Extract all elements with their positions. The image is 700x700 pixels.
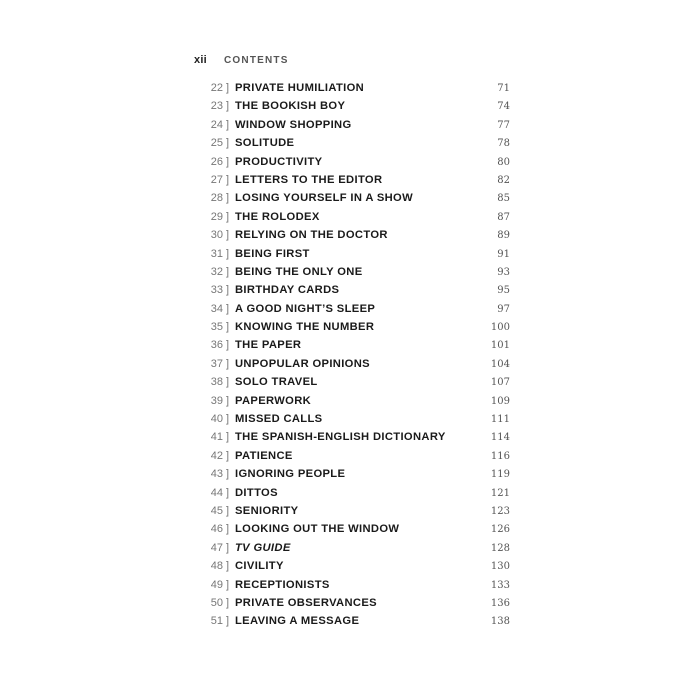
- chapter-title: LEAVING A MESSAGE: [235, 615, 360, 628]
- chapter-bracket: ]: [226, 100, 230, 113]
- page-folio: xii: [194, 54, 207, 66]
- chapter-number: 35: [210, 321, 223, 334]
- page-number: 114: [490, 432, 510, 444]
- page-number: 136: [490, 597, 510, 609]
- chapter-number: 25: [210, 137, 223, 150]
- chapter-number: 31: [210, 247, 223, 260]
- toc-entry: [194, 576, 510, 594]
- chapter-number: 30: [210, 229, 223, 242]
- chapter-bracket: ]: [226, 541, 230, 554]
- chapter-bracket: ]: [226, 449, 230, 462]
- chapter-title: TV GUIDE: [235, 541, 291, 554]
- toc-entry: [194, 263, 510, 281]
- chapter-number: 51: [210, 615, 223, 628]
- running-head: [194, 54, 289, 68]
- chapter-title: LOSING YOURSELF IN A SHOW: [235, 192, 414, 205]
- page-number: 71: [497, 83, 510, 94]
- chapter-bracket: ]: [226, 431, 230, 444]
- chapter-title: SENIORITY: [235, 504, 299, 517]
- chapter-number: 26: [210, 155, 223, 168]
- toc-entry: [194, 226, 510, 244]
- toc-entry: [194, 410, 510, 428]
- chapter-number: 50: [210, 596, 223, 609]
- page-number: 116: [490, 450, 510, 462]
- chapter-bracket: ]: [226, 394, 230, 407]
- chapter-bracket: ]: [226, 413, 230, 426]
- page-number: 80: [497, 156, 510, 168]
- page-number: 74: [497, 101, 510, 113]
- toc-entry: [194, 594, 510, 612]
- toc-entry: [194, 281, 510, 299]
- chapter-bracket: ]: [226, 486, 230, 499]
- toc-entry: [194, 189, 510, 207]
- chapter-number: 32: [210, 265, 223, 278]
- page-number: 85: [497, 193, 510, 205]
- toc-entry: [194, 171, 510, 189]
- chapter-title: PAPERWORK: [235, 394, 312, 407]
- page-number: 123: [490, 505, 510, 517]
- table-of-contents: [194, 79, 510, 631]
- chapter-number: 43: [210, 468, 223, 481]
- chapter-title: RECEPTIONISTS: [235, 578, 330, 591]
- chapter-title: THE PAPER: [235, 339, 302, 352]
- toc-entry: [194, 502, 510, 520]
- toc-entry: [194, 79, 510, 97]
- chapter-bracket: ]: [226, 265, 230, 278]
- toc-entry: [194, 392, 510, 410]
- toc-entry: [194, 520, 510, 538]
- toc-entry: [194, 465, 510, 483]
- chapter-number: 47: [210, 541, 223, 554]
- toc-entry: [194, 447, 510, 465]
- chapter-title: WINDOW SHOPPING: [235, 118, 352, 131]
- chapter-title: LOOKING OUT THE WINDOW: [235, 523, 400, 536]
- chapter-number: 49: [210, 578, 223, 591]
- chapter-number: 22: [210, 82, 223, 94]
- chapter-title: A GOOD NIGHT’S SLEEP: [235, 302, 376, 315]
- chapter-number: 45: [210, 504, 223, 517]
- chapter-number: 33: [210, 284, 223, 297]
- page-number: 119: [490, 469, 510, 481]
- chapter-bracket: ]: [226, 376, 230, 389]
- chapter-bracket: ]: [226, 504, 230, 517]
- chapter-title: PRIVATE HUMILIATION: [235, 82, 365, 94]
- toc-entry: [194, 557, 510, 575]
- chapter-number: 40: [210, 413, 223, 426]
- chapter-title: PATIENCE: [235, 449, 293, 462]
- page-number: 89: [497, 230, 510, 242]
- toc-entry: [194, 539, 510, 557]
- chapter-bracket: ]: [226, 615, 230, 628]
- chapter-number: 42: [210, 449, 223, 462]
- chapter-number: 23: [210, 100, 223, 113]
- chapter-title: BEING THE ONLY ONE: [235, 265, 363, 278]
- page-number: 128: [490, 542, 510, 554]
- page-number: 100: [490, 322, 510, 334]
- chapter-title: CIVILITY: [235, 560, 284, 573]
- chapter-number: 39: [210, 394, 223, 407]
- page-number: 91: [497, 248, 510, 260]
- page-number: 82: [497, 174, 510, 186]
- chapter-number: 36: [210, 339, 223, 352]
- chapter-bracket: ]: [226, 192, 230, 205]
- chapter-number: 41: [210, 431, 223, 444]
- page-number: 93: [497, 266, 510, 278]
- page-number: 101: [490, 340, 510, 352]
- chapter-bracket: ]: [226, 321, 230, 334]
- page-number: 107: [490, 377, 510, 389]
- chapter-bracket: ]: [226, 155, 230, 168]
- toc-entry: [194, 484, 510, 502]
- section-title: CONTENTS: [224, 55, 289, 66]
- chapter-number: 27: [210, 173, 223, 186]
- chapter-title: SOLITUDE: [235, 137, 295, 150]
- toc-entry: [194, 336, 510, 354]
- toc-entry: [194, 612, 510, 630]
- chapter-title: MISSED CALLS: [235, 413, 323, 426]
- toc-entry: [194, 318, 510, 336]
- toc-entry: [194, 134, 510, 152]
- chapter-bracket: ]: [226, 523, 230, 536]
- chapter-bracket: ]: [226, 137, 230, 150]
- toc-entry: [194, 245, 510, 263]
- chapter-bracket: ]: [226, 229, 230, 242]
- chapter-bracket: ]: [226, 578, 230, 591]
- chapter-bracket: ]: [226, 596, 230, 609]
- chapter-bracket: ]: [226, 357, 230, 370]
- chapter-number: 48: [210, 560, 223, 573]
- page-number: 121: [490, 487, 510, 499]
- chapter-bracket: ]: [226, 468, 230, 481]
- page-number: 77: [497, 119, 510, 131]
- toc-entry: [194, 208, 510, 226]
- chapter-bracket: ]: [226, 82, 230, 94]
- chapter-title: BEING FIRST: [235, 247, 310, 260]
- chapter-bracket: ]: [226, 302, 230, 315]
- page-number: 97: [497, 303, 510, 315]
- chapter-title: UNPOPULAR OPINIONS: [235, 357, 370, 370]
- page-number: 104: [490, 358, 510, 370]
- chapter-title: THE ROLODEX: [235, 210, 320, 223]
- chapter-bracket: ]: [226, 118, 230, 131]
- chapter-title: IGNORING PEOPLE: [235, 468, 346, 481]
- chapter-number: 28: [210, 192, 223, 205]
- chapter-title: PRIVATE OBSERVANCES: [235, 596, 377, 609]
- chapter-number: 37: [210, 357, 223, 370]
- chapter-number: 44: [210, 486, 223, 499]
- toc-entry: [194, 300, 510, 318]
- chapter-title: THE BOOKISH BOY: [235, 100, 346, 113]
- chapter-bracket: ]: [226, 284, 230, 297]
- chapter-number: 46: [210, 523, 223, 536]
- toc-entry: [194, 153, 510, 171]
- chapter-number: 24: [210, 118, 223, 131]
- toc-entry: [194, 428, 510, 446]
- page-number: 138: [490, 616, 510, 628]
- chapter-bracket: ]: [226, 247, 230, 260]
- toc-entry: [194, 373, 510, 391]
- chapter-title: BIRTHDAY CARDS: [235, 284, 340, 297]
- page-number: 133: [490, 579, 510, 591]
- chapter-bracket: ]: [226, 173, 230, 186]
- chapter-title: THE SPANISH-ENGLISH DICTIONARY: [235, 431, 446, 444]
- chapter-title: LETTERS TO THE EDITOR: [235, 173, 383, 186]
- page-number: 78: [497, 138, 510, 150]
- page-number: 95: [497, 285, 510, 297]
- chapter-title: KNOWING THE NUMBER: [235, 321, 375, 334]
- chapter-title: DITTOS: [235, 486, 278, 499]
- toc-entry: [194, 355, 510, 373]
- page-number: 126: [490, 524, 510, 536]
- chapter-number: 29: [210, 210, 223, 223]
- page-number: 130: [490, 561, 510, 573]
- chapter-title: SOLO TRAVEL: [235, 376, 318, 389]
- chapter-title: RELYING ON THE DOCTOR: [235, 229, 388, 242]
- page-number: 87: [497, 211, 510, 223]
- toc-entry: [194, 97, 510, 115]
- page-number: 111: [490, 414, 510, 426]
- chapter-bracket: ]: [226, 560, 230, 573]
- chapter-number: 34: [210, 302, 223, 315]
- toc-entry: [194, 116, 510, 134]
- chapter-bracket: ]: [226, 339, 230, 352]
- chapter-number: 38: [210, 376, 223, 389]
- page-number: 109: [490, 395, 510, 407]
- chapter-bracket: ]: [226, 210, 230, 223]
- chapter-title: PRODUCTIVITY: [235, 155, 323, 168]
